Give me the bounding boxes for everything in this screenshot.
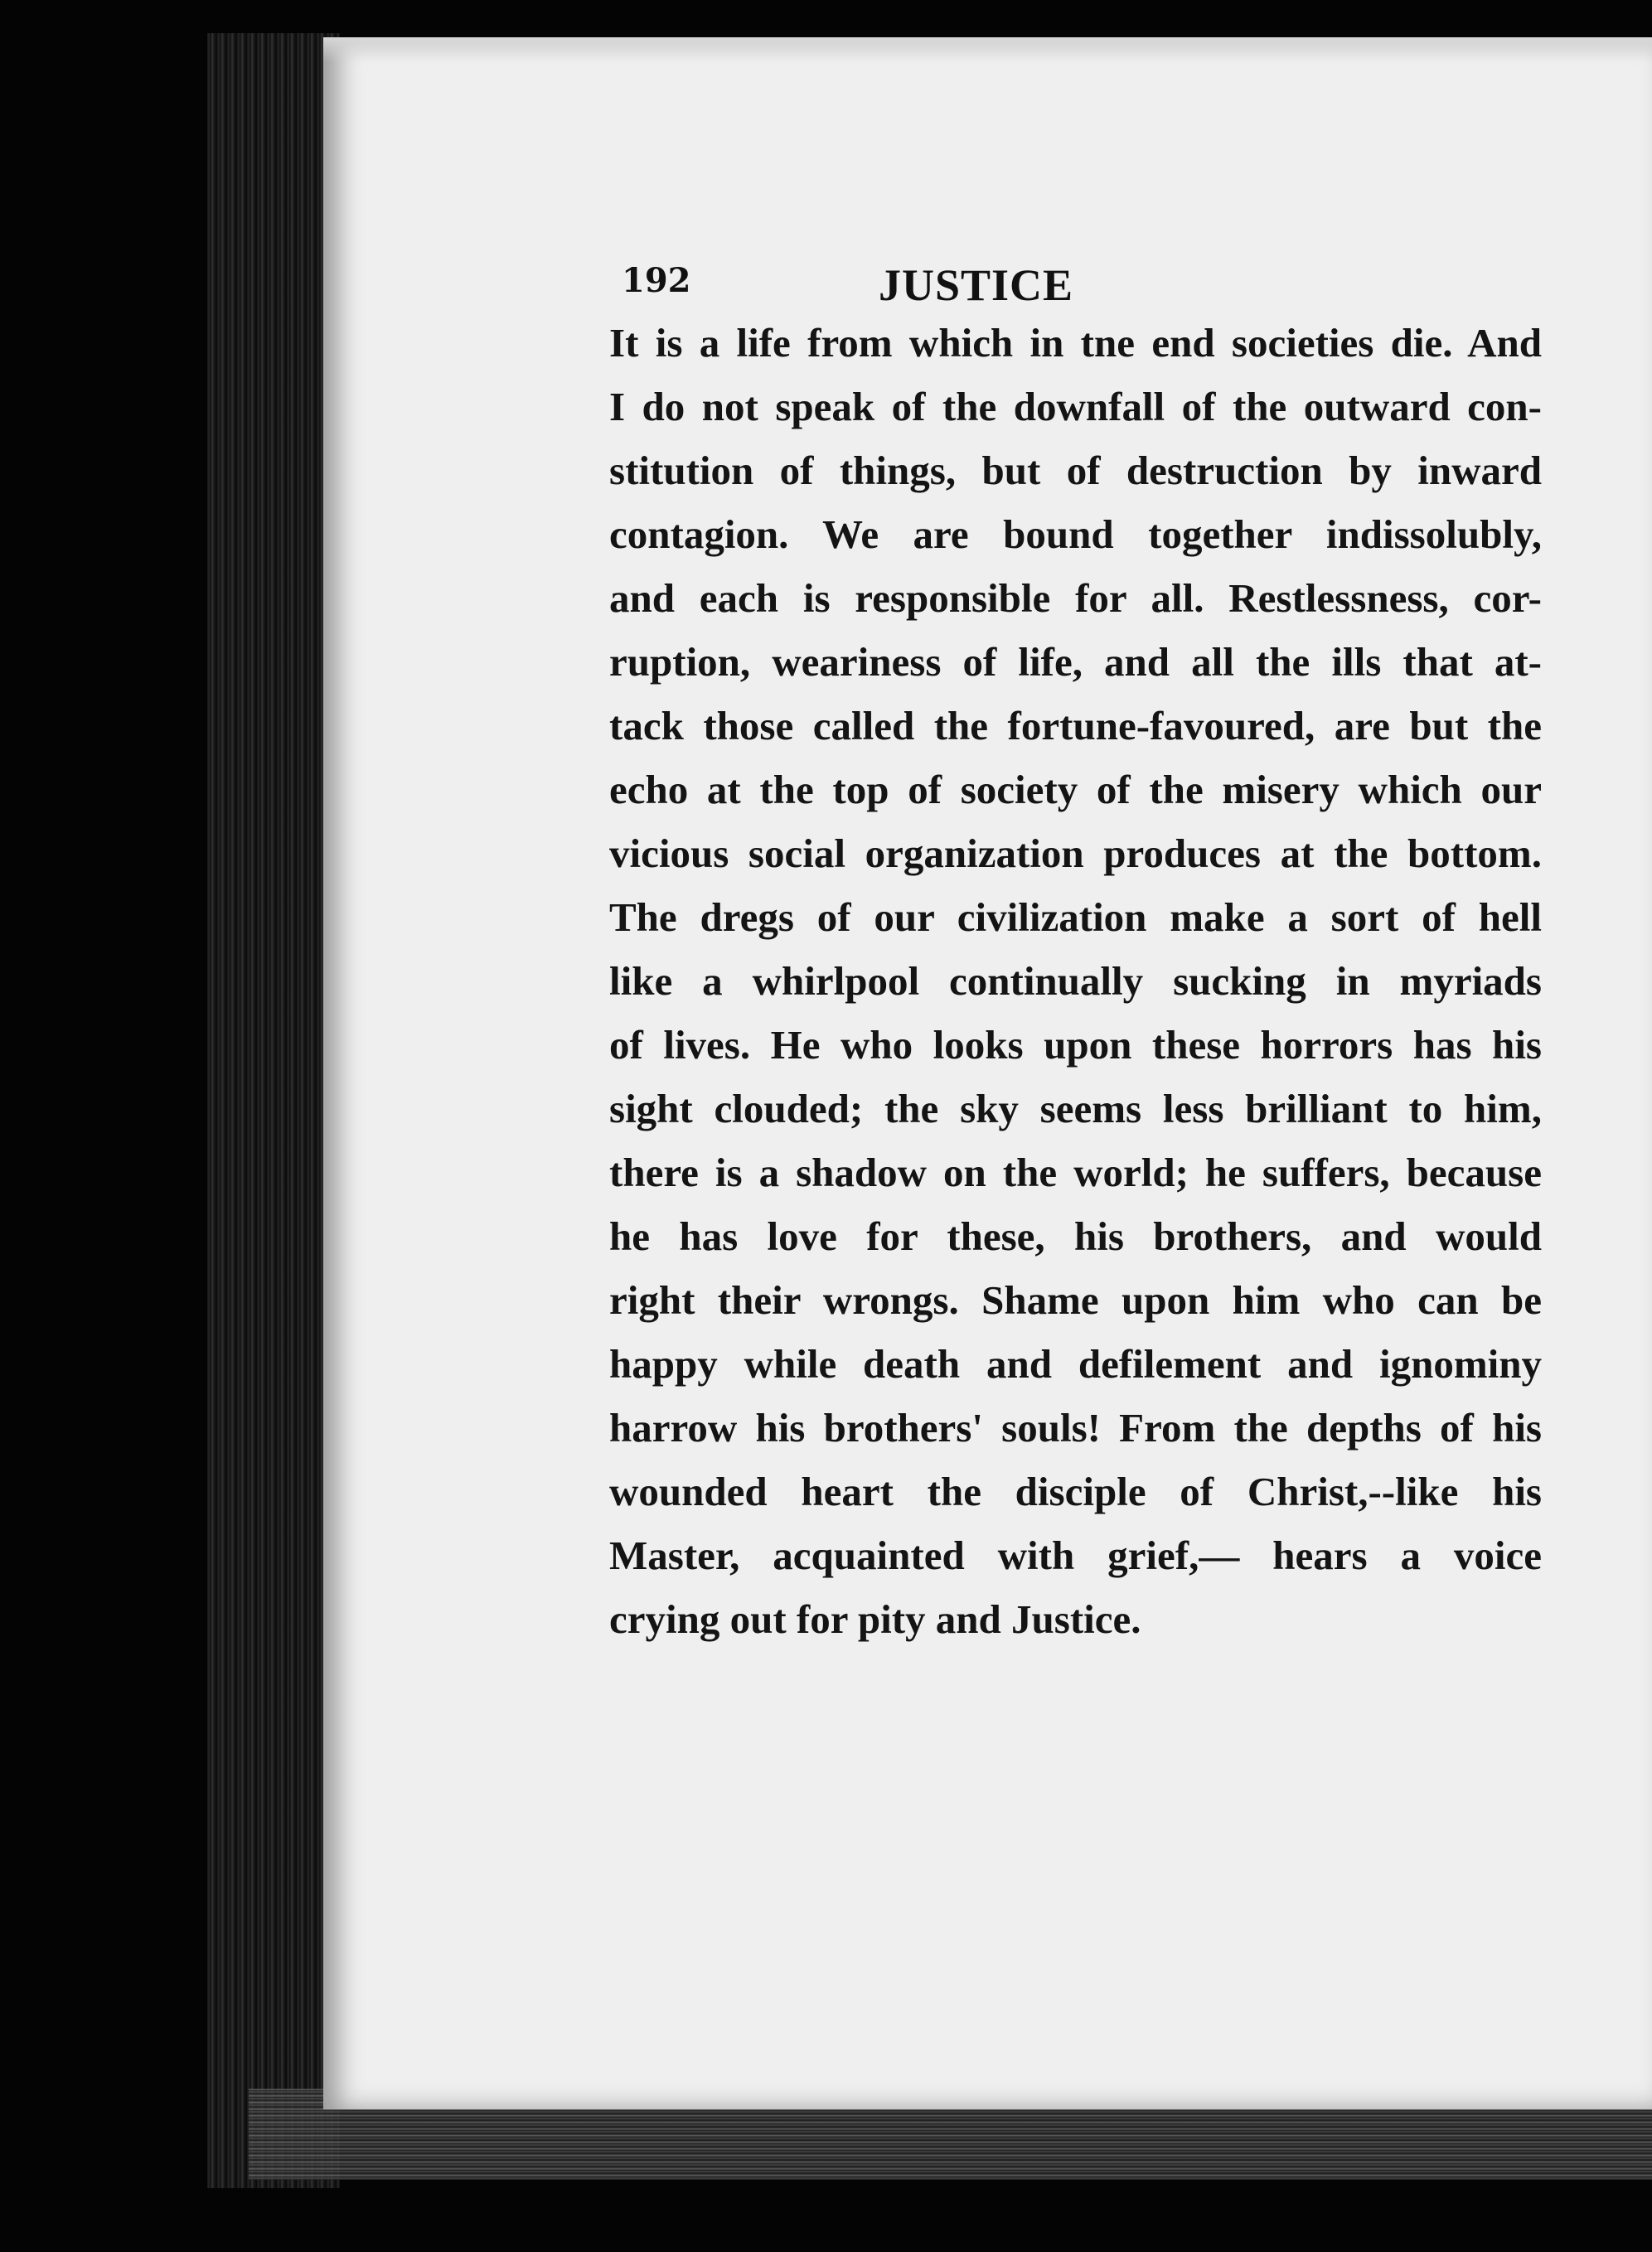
book-edge: [207, 33, 340, 2188]
text-line: It is a life from which in tne end societies die. And: [609, 320, 1542, 366]
text-line: vicious social organization produces at the bottom.: [609, 831, 1542, 876]
text-line: harrow his brothers' souls! From the depths of his: [609, 1405, 1542, 1450]
text-line: crying out for pity and Justice.: [609, 1596, 1141, 1642]
text-line: there is a shadow on the world; he suffers, because: [609, 1150, 1542, 1195]
text-line: contagion. We are bound together indissolubly,: [609, 511, 1542, 557]
text-line: I do not speak of the downfall of the outward con-: [609, 384, 1542, 429]
text-line: The dregs of our civilization make a sort of hell: [609, 894, 1542, 940]
text-line: like a whirlpool continually sucking in myriads: [609, 958, 1542, 1004]
running-head: JUSTICE: [879, 260, 1074, 310]
text-line: stitution of things, but of destruction by inward: [609, 448, 1542, 493]
text-line: tack those called the fortune-favoured, are but the: [609, 703, 1542, 748]
text-line: wounded heart the disciple of Christ,--like his: [609, 1469, 1542, 1514]
text-line: right their wrongs. Shame upon him who can be: [609, 1277, 1542, 1323]
text-line: happy while death and defilement and ignominy: [609, 1341, 1542, 1387]
text-line: echo at the top of society of the misery which our: [609, 767, 1542, 812]
page-number: 192: [622, 261, 691, 300]
text-line: sight clouded; the sky seems less brilliant to him,: [609, 1086, 1542, 1131]
book-page: [323, 37, 1652, 2109]
text-line: Master, acquainted with grief,— hears a voice: [609, 1533, 1542, 1578]
text-line: he has love for these, his brothers, and would: [609, 1213, 1542, 1259]
text-line: and each is responsible for all. Restlessness, cor-: [609, 575, 1542, 621]
page-header: [622, 228, 1533, 311]
text-line: ruption, weariness of life, and all the ills that at-: [609, 639, 1542, 685]
body-text: [609, 311, 1542, 1651]
text-line: of lives. He who looks upon these horrors has his: [609, 1022, 1542, 1068]
